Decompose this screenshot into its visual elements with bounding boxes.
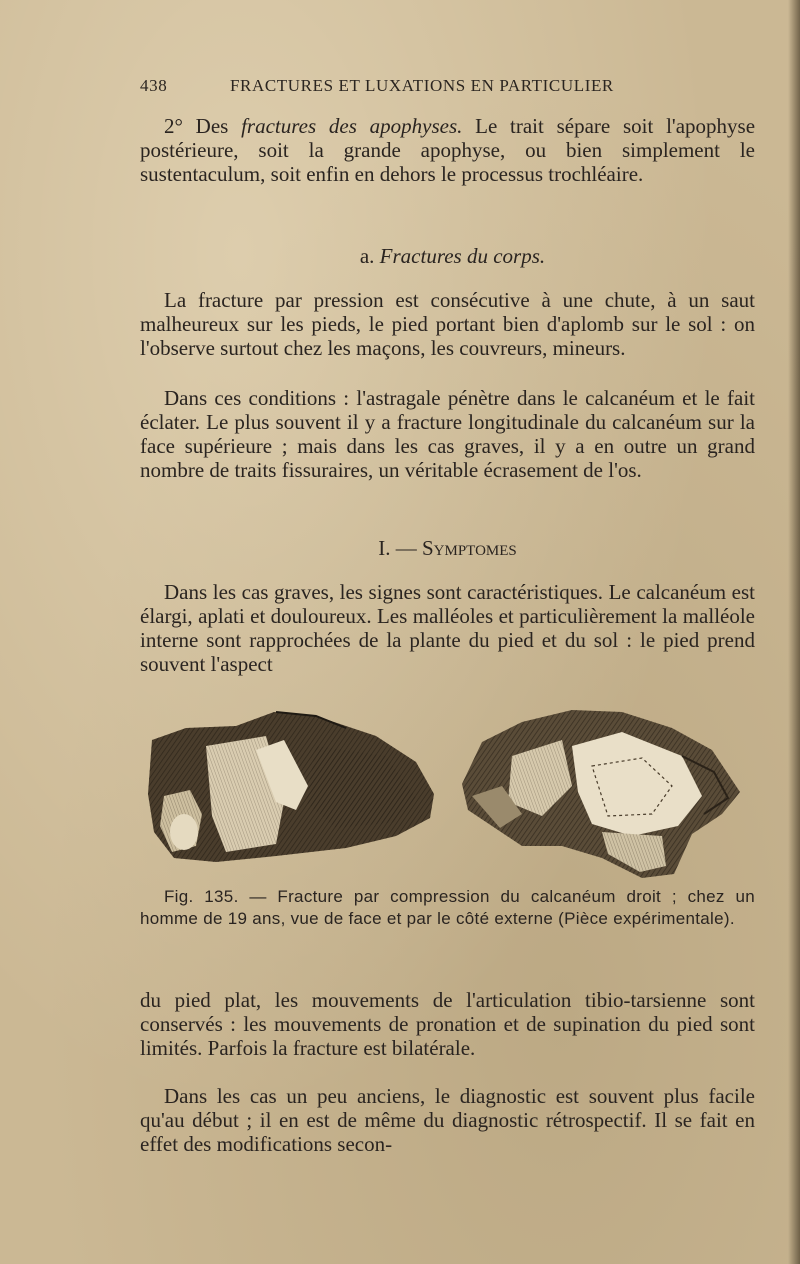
anciens-text: Dans les cas un peu anciens, le diagnostic est souvent plus facile qu'au début ; il en est de même du diagnostic rétrospectif. Il se fait en effet des modifications secon-: [140, 1084, 755, 1156]
pied-plat-text: du pied plat, les mouvements de l'articulation tibio-tarsienne sont conservés : les mouvements de pronation et de supination du pied sont limités. Parfois la fracture est bilatérale.: [140, 988, 755, 1060]
apophyses-heading: fractures des apophyses.: [241, 114, 463, 138]
section-a-title: Fractures du corps.: [379, 244, 546, 268]
conditions-text: Dans ces conditions : l'astragale pénètre dans le calcanéum et le fait éclater. Le plus souvent il y a fracture longitudinale du calcanéum sur la face supérieure ; mais dans les cas graves, il y a en outre un grand nombre de traits fissuraires, un véritable écrasement de l'os.: [140, 386, 755, 482]
paragraph-symptomes: [140, 580, 755, 676]
apophyses-text: Le trait sépare soit l'apophyse postérieure, soit la grande apophyse, ou bien simplement le sustentaculum, soit enfin en dehors le processus trochléaire.: [140, 114, 756, 186]
paragraph-conditions: [140, 386, 755, 482]
figure-caption-text: Fig. 135. — Fracture par compression du calcanéum droit ; chez un homme de 19 ans, vue de face et par le côté externe (Pièce expérimentale).: [140, 887, 755, 928]
calcaneum-lateral-view-illustration: [452, 706, 746, 882]
paragraph-apophyses: [140, 114, 755, 186]
paragraph-pied-plat: [140, 988, 755, 1060]
paragraph-anciens: [140, 1084, 755, 1156]
section-symptomes-title: Symptomes: [421, 536, 517, 560]
section-a-label: a.: [359, 244, 380, 268]
calcaneum-front-view-illustration: [146, 706, 438, 866]
figure-caption: [140, 886, 755, 930]
figure-135: [146, 706, 746, 886]
paragraph-pression: [140, 288, 755, 360]
page-edge-shadow: [788, 0, 800, 1264]
page-number: 438: [140, 76, 168, 95]
running-title: FRACTURES ET LUXATIONS EN PARTICULIER: [230, 76, 614, 95]
section-symptomes-numeral: I. —: [378, 536, 422, 560]
apophyses-prefix: 2° Des: [164, 114, 242, 138]
symptomes-text: Dans les cas graves, les signes sont caractéristiques. Le calcanéum est élargi, aplati et douloureux. Les malléoles et particulièrement la malléole interne sont rapprochées de la plante du pied et du sol : le pied prend souvent l'aspect: [140, 580, 755, 676]
pression-text: La fracture par pression est consécutive à une chute, à un saut malheureux sur les pieds, le pied portant bien d'aplomb sur le sol : on l'observe surtout chez les maçons, les couvreurs, mineurs.: [140, 288, 755, 360]
section-heading-corps: [140, 244, 755, 268]
section-heading-symptomes: [140, 536, 755, 560]
